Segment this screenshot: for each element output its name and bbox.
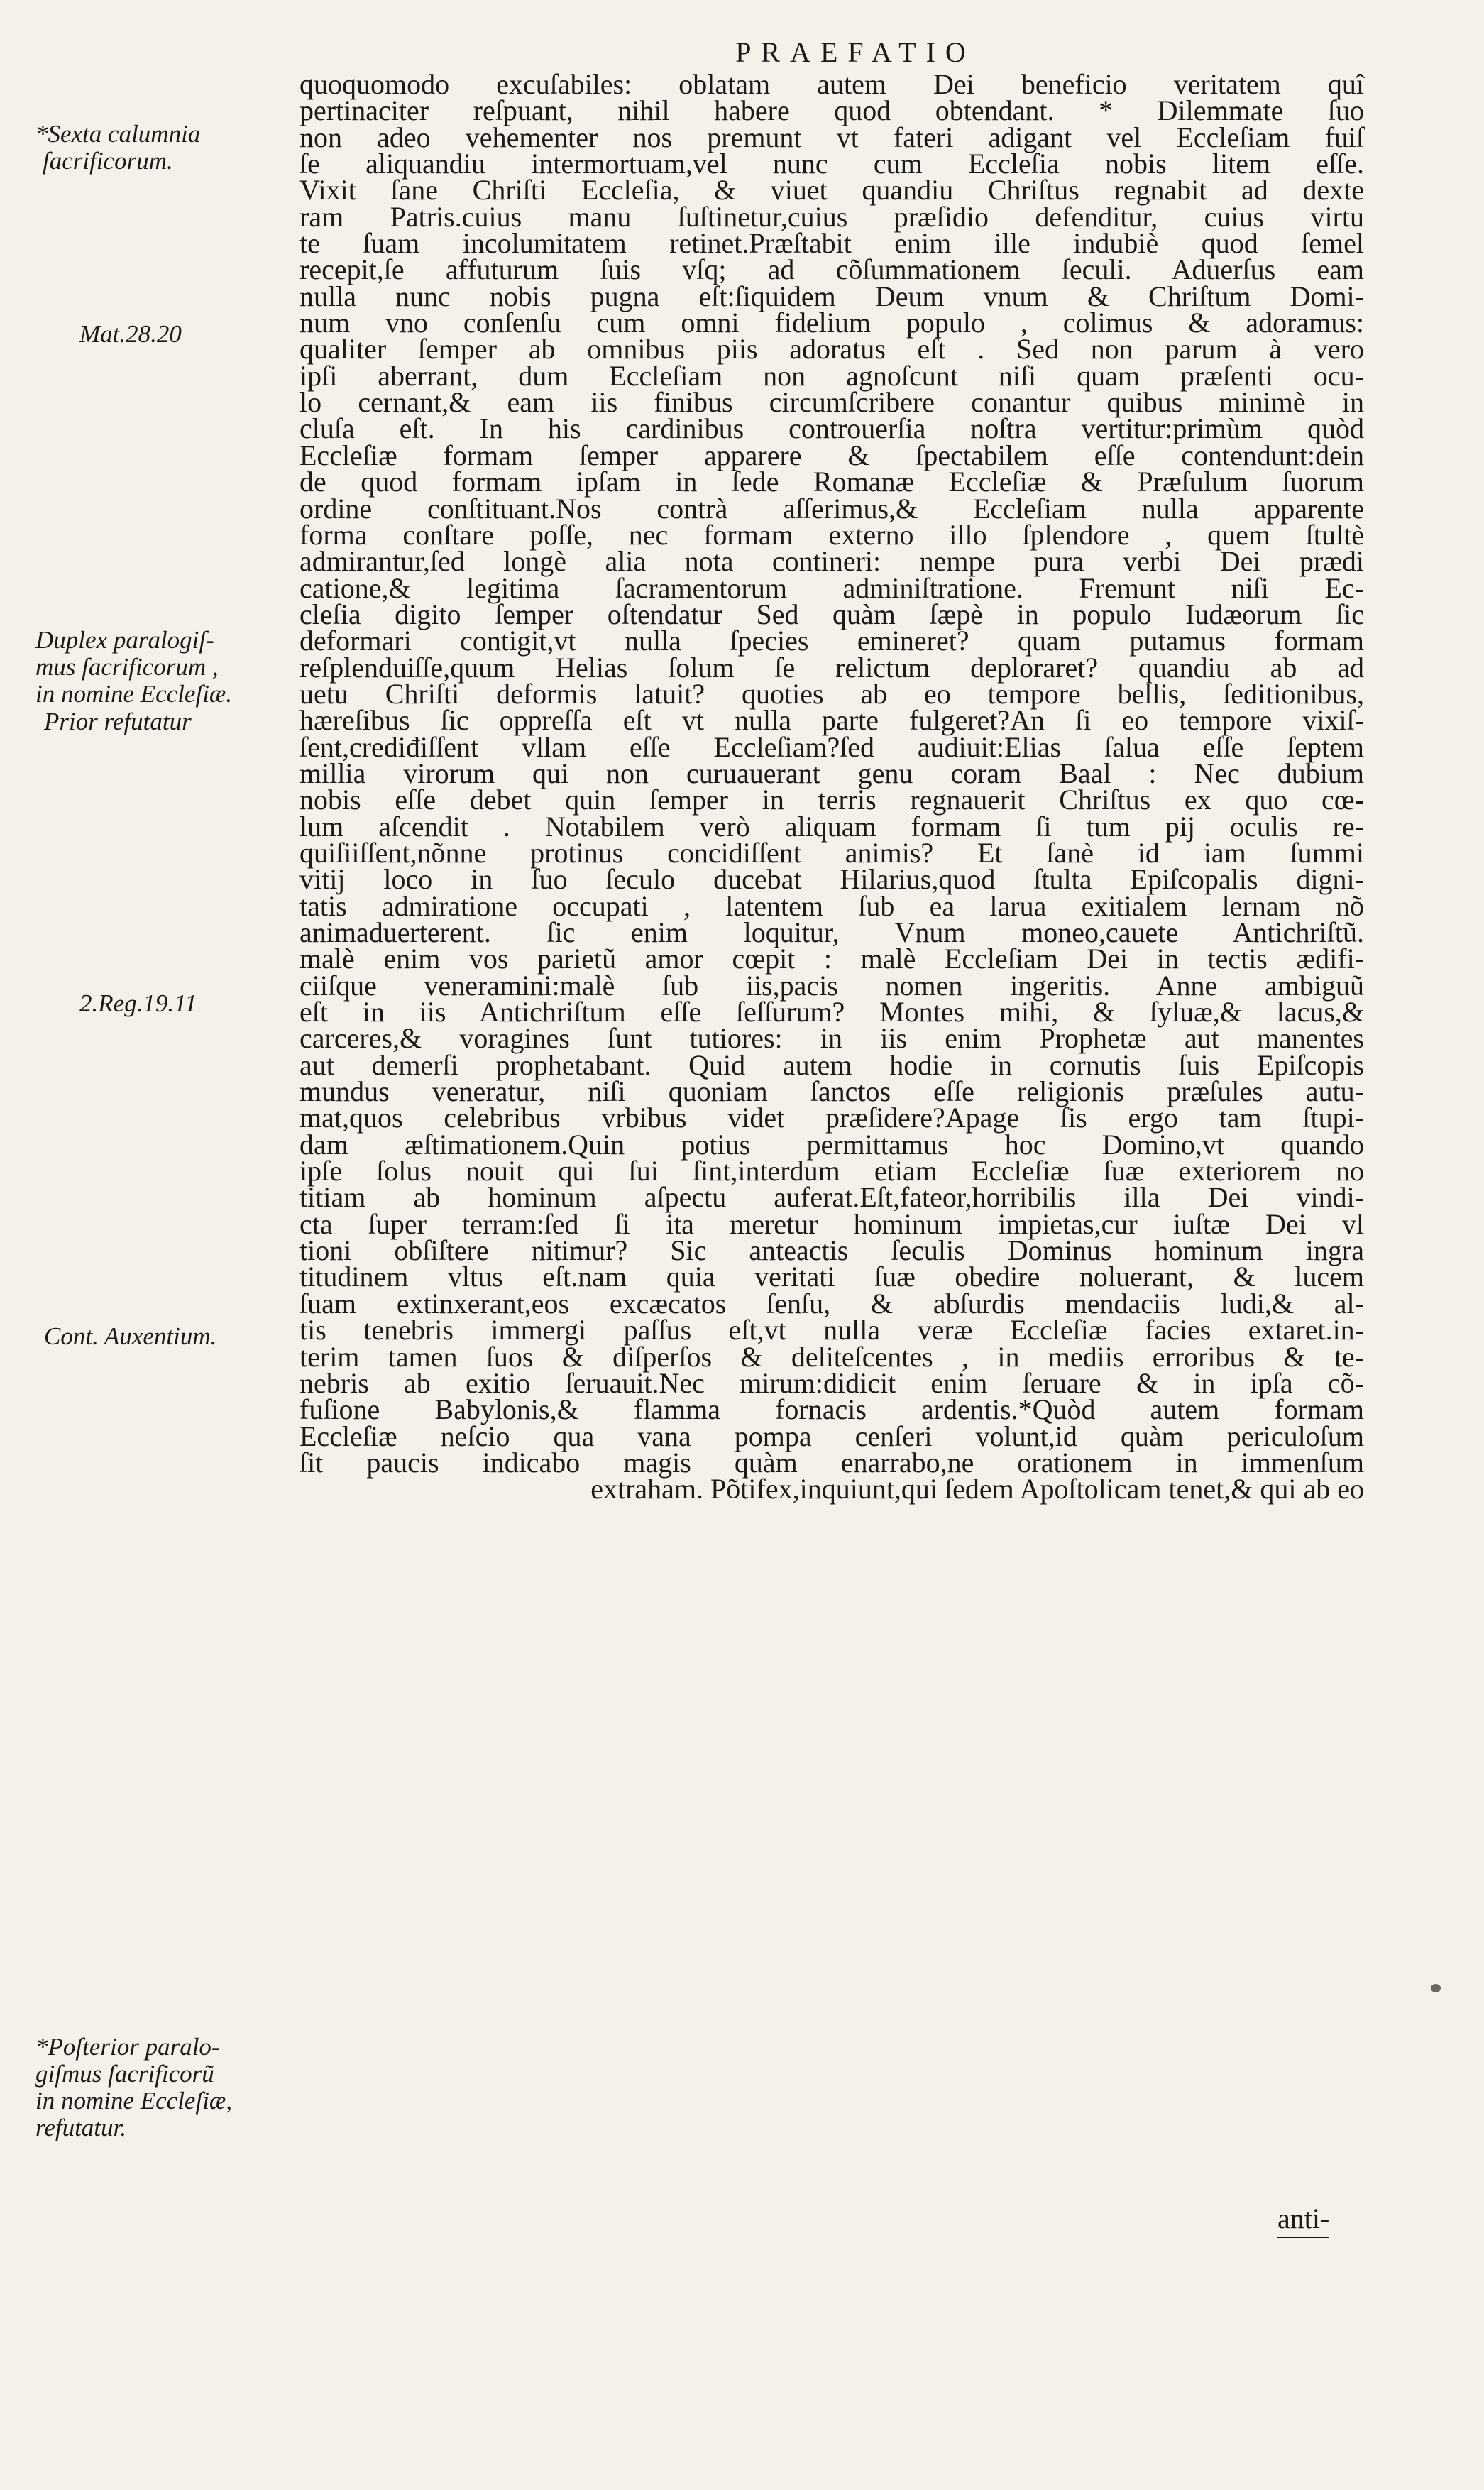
text-line: Vixit ſane Chriſti Eccleſia, & viuet quandiu Chriſtus regnabit ad dexte [299, 174, 1364, 207]
text-line: cluſa eſt. In his cardinibus controuerſia noſtra vertitur:primùm quòd [299, 412, 1364, 445]
margin-note-line: Mat.28.20 [79, 320, 182, 348]
text-line: catione,& legitima ſacramentorum adminiſtratione. Fremunt niſi Ec- [299, 571, 1364, 604]
margin-note-line: 2.Reg.19.11 [79, 989, 197, 1017]
text-line: cleſia digito ſemper oſtendatur Sed quàm ſæpè in populo Iudæorum ſic [299, 598, 1364, 630]
text-line: quoquomodo excuſabiles: oblatam autem Dei beneficio veritatem quî [299, 68, 1364, 100]
text-line: animaduerterent. ſic enim loquitur, Vnum moneo,cauete Antichriſtũ. [299, 916, 1364, 948]
margin-note-line: in nomine Eccleſiæ, [35, 2087, 233, 2115]
text-line: deformari contigit,vt nulla ſpecies emineret? quam putamus formam [299, 625, 1364, 657]
text-line: Eccleſiæ neſcio qua vana pompa cenſeri volunt,id quàm periculoſum [299, 1420, 1364, 1452]
text-line: ciiſque veneramini:malè ſub iis,pacis nomen ingeritis. Anne ambiguũ [299, 969, 1364, 1002]
text-line: reſplenduiſſe,quum Helias ſolum ſe relictum deploraret? quandiu ab ad [299, 651, 1364, 684]
text-line: titudinem vltus eſt.nam quia veritati ſuæ obedire noluerant, & lucem [299, 1261, 1364, 1293]
text-line: tis tenebris immergi paſſus eſt,vt nulla veræ Eccleſiæ facies extaret.in- [299, 1314, 1364, 1347]
text-line: fuſione Babylonis,& flamma fornacis ardentis.*Quòd autem formam [299, 1393, 1364, 1426]
text-line: lo cernant,& eam iis finibus circumſcribere conantur quibus minimè in [299, 386, 1364, 419]
text-line: lum aſcendit . Notabilem verò aliquam formam ſi tum pij oculis re- [299, 810, 1364, 843]
margin-note-posterior-paralogismus [35, 2034, 305, 2141]
margin-note-line: Duplex paralogiſ- [35, 626, 214, 654]
text-line: ſent,crediđiſſent vllam eſſe Eccleſiam?ſed audiuit:Elias ſalua eſſe ſeptem [299, 730, 1364, 763]
text-line: nobis eſſe debet quin ſemper in terris regnauerit Chriſtus ex quo cœ- [299, 784, 1364, 816]
margin-note-line: mus ſacrificorum , [35, 653, 219, 681]
margin-note-prior-refutatur [35, 708, 314, 735]
margin-note-sexta-calumnia [35, 121, 305, 175]
margin-note-line: *Sexta calumnia [35, 120, 201, 148]
text-line: ordine conſtituant.Nos contrà aſſerimus,& Eccleſiam nulla apparente [299, 492, 1364, 525]
text-line: admirantur,ſed longè alia nota contineri: nempe pura verbi Dei prædi [299, 545, 1364, 578]
text-line: te ſuam incolumitatem retinet.Præſtabit enim ille indubiè quod ſemel [299, 227, 1364, 260]
header-title: PRAEFATIO [735, 36, 976, 68]
running-header [0, 35, 1484, 69]
text-line: non adeo vehementer nos premunt vt fateri adigant vel Eccleſiam fuiſ [299, 121, 1364, 153]
text-line: hæreſibus ſic oppreſſa eſt vt nulla parte fulgeret?An ſi eo tempore vixiſ- [299, 704, 1364, 737]
text-line: recepit,ſe affuturum ſuis vſq; ad cõſummationem ſeculi. Aduerſus eam [299, 253, 1364, 286]
text-line: dam æſtimationem.Quin potius permittamus hoc Domino,vt quando [299, 1128, 1364, 1161]
text-line: de quod formam ipſam in ſede Romanæ Eccleſiæ & Præſulum ſuorum [299, 466, 1364, 498]
text-line: nebris ab exitio ſeruauit.Nec mirum:didicit enim ſeruare & in ipſa cõ- [299, 1366, 1364, 1399]
text-line: tatis admiratione occupati , latentem ſub ea larua exitialem lernam nõ [299, 889, 1364, 922]
text-line: tioni obſiſtere nitimur? Sic anteactis ſeculis Dominus hominum ingra [299, 1234, 1364, 1267]
margin-note-line: Cont. Auxentium. [44, 1322, 217, 1350]
text-line: quiſiiſſent,nõnne protinus concidiſſent animis? Et ſanè id iam ſummi [299, 836, 1364, 869]
text-line: ſit paucis indicabo magis quàm enarrabo,ne orationem in immenſum [299, 1446, 1364, 1479]
text-line: eſt in iis Antichriſtum eſſe ſeſſurum? Montes mihi, & ſyluæ,& lacus,& [299, 996, 1364, 1029]
margin-note-duplex-paralogismus [35, 627, 305, 708]
text-line: aut demerſi prophetabant. Quid autem hodie in cornutis ſuis Epiſcopis [299, 1048, 1364, 1081]
text-line: malè enim vos parietũ amor cœpit : malè Eccleſiam Dei in tectis ædifi- [299, 943, 1364, 975]
text-line: mat,quos celebribus vrbibus videt præſidere?Apage ſis ergo tam ſtupi- [299, 1102, 1364, 1134]
text-line: num vno conſenſu cum omni fidelium populo , colimus & adoramus: [299, 307, 1364, 339]
text-line: uetu Chriſti deformis latuit? quoties ab eo tempore bellis, ſeditionibus, [299, 677, 1364, 710]
text-line: ipſi aberrant, dum Eccleſiam non agnoſcunt niſi quam præſenti ocu- [299, 359, 1364, 392]
margin-note-line: in nomine Eccleſiæ. [35, 680, 233, 708]
text-line: pertinaciter reſpuant, nihil habere quod obtendant. * Dilemmate ſuo [299, 94, 1364, 127]
margin-note-mat [35, 321, 305, 348]
text-line: ſe aliquandiu intermortuam,vel nunc cum Eccleſia nobis litem eſſe. [299, 148, 1364, 180]
text-line: titiam ab hominum aſpectu auferat.Eſt,fateor,horribilis illa Dei vindi- [299, 1181, 1364, 1214]
text-line: vitij loco in ſuo ſeculo ducebat Hilarius,quod ſtulta Epiſcopalis digni- [299, 863, 1364, 896]
text-line: qualiter ſemper ab omnibus piis adoratus eſt . Sed non parum à vero [299, 333, 1364, 366]
text-line: millia virorum qui non curuauerant genu coram Baal : Nec dubium [299, 757, 1364, 789]
margin-note-cont-auxentium [35, 1323, 314, 1350]
text-line: carceres,& voragines ſunt tutiores: in iis enim Prophetæ aut manentes [299, 1022, 1364, 1055]
catchword: anti- [1277, 2203, 1330, 2234]
text-line: mundus veneratur, niſi quoniam ſanctos eſſe religionis præſules autu- [299, 1075, 1364, 1108]
ink-speck [1431, 1984, 1441, 1992]
margin-note-line: ſacrificorum. [43, 147, 173, 175]
text-line: terim tamen ſuos & diſperſos & deliteſcentes , in mediis erroribus & te- [299, 1340, 1364, 1373]
text-line: ſuam extinxerant,eos excæcatos ſenſu, & abſurdis mendaciis ludi,& al- [299, 1287, 1364, 1320]
text-line: extraham. Põtifex,inquiunt,qui ſedem Apoſtolicam tenet,& qui ab eo [590, 1473, 1364, 1505]
main-text-block [299, 68, 1364, 1505]
margin-note-line: giſmus ſacrificorũ [35, 2060, 214, 2088]
text-line: forma conſtare poſſe, nec formam externo illo ſplendore , quem ſtultè [299, 518, 1364, 551]
text-line: Eccleſiæ formam ſemper apparere & ſpectabilem eſſe contendunt:dein [299, 439, 1364, 471]
text-line: ram Patris.cuius manu ſuſtinetur,cuius præſidio defenditur, cuius virtu [299, 200, 1364, 233]
margin-note-reg [35, 990, 305, 1017]
margin-note-line: Prior refutatur [44, 708, 192, 735]
text-line: cta ſuper terram:ſed ſi ita meretur hominum impietas,cur iuſtæ Dei vl [299, 1207, 1364, 1240]
text-line: ipſe ſolus nouit qui ſui ſint,interdum etiam Eccleſiæ ſuæ exteriorem no [299, 1155, 1364, 1188]
margin-note-line: refutatur. [35, 2114, 127, 2141]
margin-note-line: *Poſterior paralo- [35, 2033, 220, 2061]
text-line: nulla nunc nobis pugna eſt:ſiquidem Deum vnum & Chriſtum Domi- [299, 280, 1364, 312]
